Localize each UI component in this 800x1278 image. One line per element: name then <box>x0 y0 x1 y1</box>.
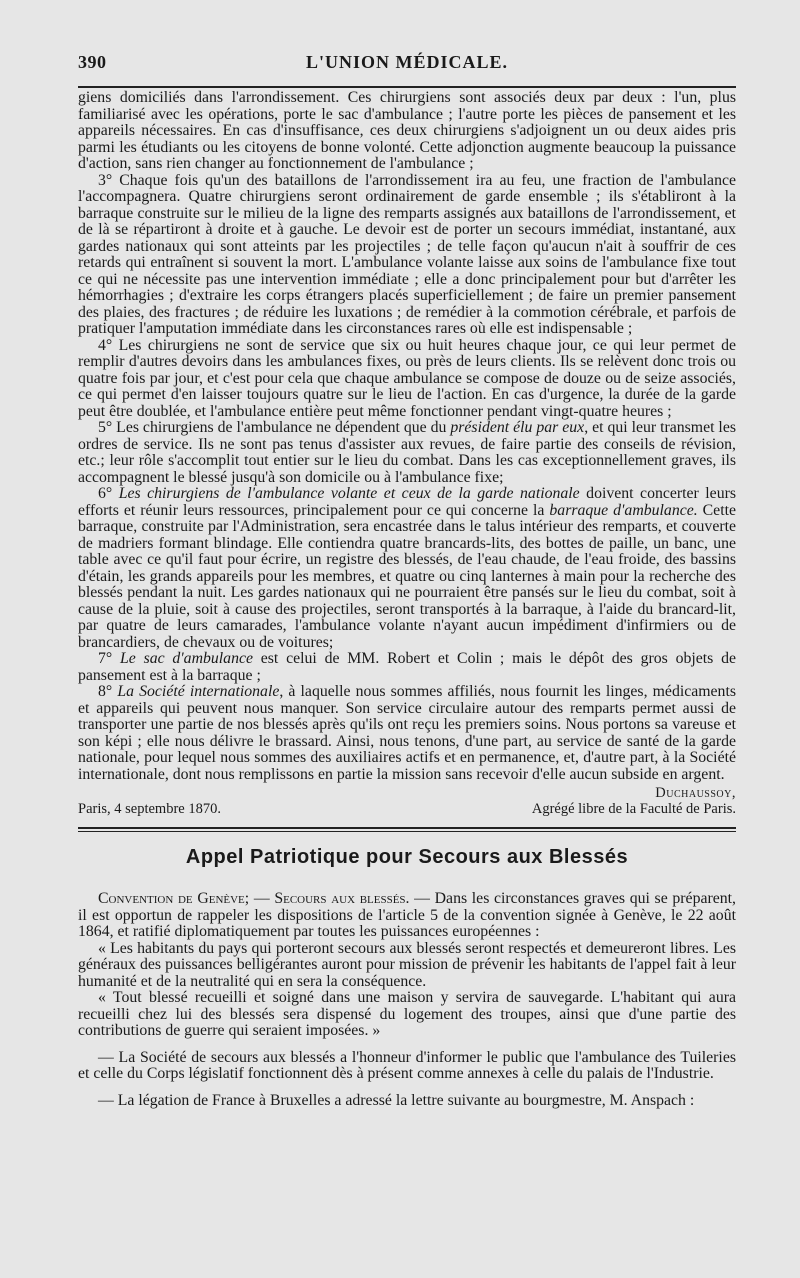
section-divider <box>78 827 736 832</box>
legation-paragraph: — La légation de France à Bruxelles a adressé la lettre suivante au bourgmestre, M. Anspach : <box>98 1091 695 1109</box>
societe-paragraph: — La Société de secours aux blessés a l'honneur d'informer le public que l'ambulance des Tuileries et celle du Corps législatif fonctionnent dès à présent comme annexes à celle du palais de l'Industrie. <box>78 1048 736 1082</box>
italic-phrase: président élu par eux <box>450 419 585 436</box>
paragraph-7: 7° Le sac d'ambulance est celui de MM. Robert et Colin ; mais le dépôt des gros objets de pansement est à la barraque ; <box>78 650 736 684</box>
signature-block <box>78 785 736 817</box>
paragraph-3: 3° Chaque fois qu'un des bataillons de l'arrondissement ira au feu, une fraction de l'ambulance l'accompagnera. Quatre chirurgiens seront ordinairement de garde ensemble ; ils s'établiront à la barraque construite sur le milieu de la ligne des remparts assignés aux bataillons de l'arrondissement, et de là se répartiront à droite et à gauche. Le devoir est de porter un secours immédiat, instantané, aux gardes nationaux qui sont atteints par les projectiles ; de telle façon qu'aucun n'ait à souffrir de ces retards qui entraînent si souvent la mort. L'ambulance volante laisse aux soins de l'ambulance fixe tout ce qui ne nécessite pas une intervention immédiate ; elle a donc principalement pour but d'arrêter les hémorrhagies ; d'extraire les corps étrangers placés superficiellement ; de faire un premier pansement des plaies, des fractures ; de réduire les luxations ; de remédier à la commotion cérébrale, et parfois de pratiquer l'amputation immédiate dans les circonstances rares où elle est indispensable ; <box>78 171 736 337</box>
header-rule <box>78 86 736 88</box>
quote-paragraph-1: « Les habitants du pays qui porteront secours aux blessés seront respectés et demeureront libres. Les généraux des puissances belligérantes auront pour mission de prévenir les habitants de l'appel fait à leur humanité et de la neutralité qui en sera la conséquence. <box>78 939 736 990</box>
page-header <box>78 52 736 80</box>
author-name: Duchaussoy, <box>655 785 736 801</box>
paragraph-6: 6° Les chirurgiens de l'ambulance volante et ceux de la garde nationale doivent concerter leurs efforts et réunir leurs ressources, principalement pour ce qui concerne la barraque d'ambulance. Cette barraque, construite par l'Administration, sera encastrée dans le talus intérieur des remparts, et couverte de madriers formant blindage. Elle contiendra quatre brancards-lits, des bottes de paille, un banc, une table avec ce qu'il faut pour écrire, un registre des blessés, de l'eau chaude, de l'eau froide, des bassins d'étain, les grands appareils pour les membres, et quatre ou cinq lanternes à main pour la recherche des blessés pendant la nuit. Les gardes nationaux qui ne pourraient être pansés sur le lieu du combat, soit à cause de la pluie, soit à cause des projectiles, seront transportés à la barraque, à l'aide du brancard-lit, par quatre de leurs camarades, l'ambulance volante n'ayant aucun impédiment d'infirmiers ou de brancardiers, de chevaux ou de voitures; <box>78 485 736 651</box>
appel-body <box>78 891 736 1109</box>
appel-lead: Convention de Genève; — Secours aux blessés. — Dans les circonstances graves qui se préparent, il est opportun de rappeler les dispositions de l'article 5 de la convention signée à Genève, le 22 août 1864, et ratifié diplomatiquement par toutes les puissances européennes : <box>78 890 736 940</box>
paragraph-continuation: giens domiciliés dans l'arrondissement. Ces chirurgiens sont associés deux par deux : l'un, plus familiarisé avec les opérations, porte le sac d'ambulance ; l'autre porte les pièces de pansement et les appareils nécessaires. En cas d'insuffisance, ces deux chirurgiens s'adjoignent un ou deux aides pris parmi les étudiants ou les citoyens de bonne volonté. Cette adjonction augmente beaucoup la puissance d'action, sans rien changer au fonctionnement de l'ambulance ; <box>78 89 736 172</box>
page-number: 390 <box>78 52 107 72</box>
paragraph-4: 4° Les chirurgiens ne sont de service que six ou huit heures chaque jour, ce qui leur permet de remplir d'autres devoirs dans les ambulances fixes, ou près de leurs clients. Ils se relèvent donc trois ou quatre fois par jour, et c'est pour cela que chaque ambulance se compose de douze ou de seize associés, ce qui permet d'en laisser toujours quatre sur le lieu de l'action. En cas d'urgence, la durée de la garde peut être doublée, et l'ambulance entière peut même fonctionner pendant vingt-quatre heures ; <box>78 336 736 420</box>
running-title: L'UNION MÉDICALE. <box>305 52 509 72</box>
author-title: Agrégé libre de la Faculté de Paris. <box>531 801 736 817</box>
section-title: Appel Patriotique pour Secours aux Blessés <box>185 846 629 868</box>
paragraph-8: 8° La Société internationale, à laquelle nous sommes affiliés, nous fournit les linges, médicaments et appareils qui peuvent nous manquer. Son service circulaire autour des remparts permet aussi de transporter une partie de nos blessés après qu'ils ont reçu les premiers soins. Nous portons sa vareuse et son képi ; elle nous délivre le brassard. Ainsi, nous tenons, d'une part, au service de santé de la garde nationale, pour lequel nous sommes des auxiliaires actifs et en permanence, et, d'autre part, à la Société internationale, dont nous remplissons en partie la mission sans recevoir d'elle aucun subside en argent. <box>78 683 736 783</box>
place-date: Paris, 4 septembre 1870. <box>78 801 221 817</box>
quote-paragraph-2: « Tout blessé recueilli et soigné dans une maison y servira de sauvegarde. L'habitant qui aura recueilli chez lui des blessés sera dispensé du logement des troupes, ainsi que d'une partie des contributions de guerre qui seraient imposées. » <box>78 989 736 1039</box>
paragraph-5: 5° Les chirurgiens de l'ambulance ne dépendent que du président élu par eux, et qui leur transmet les ordres de service. Ils ne sont pas tenus d'assister aux revues, de faire partie des conseils de révision, etc.; leur rôle s'accomplit tout entier sur le lieu du combat. Dans les cas exceptionnellement graves, ils accompagnent le blessé jusqu'à son domicile ou à l'ambulance fixe; <box>78 419 736 486</box>
article-body <box>78 90 736 783</box>
